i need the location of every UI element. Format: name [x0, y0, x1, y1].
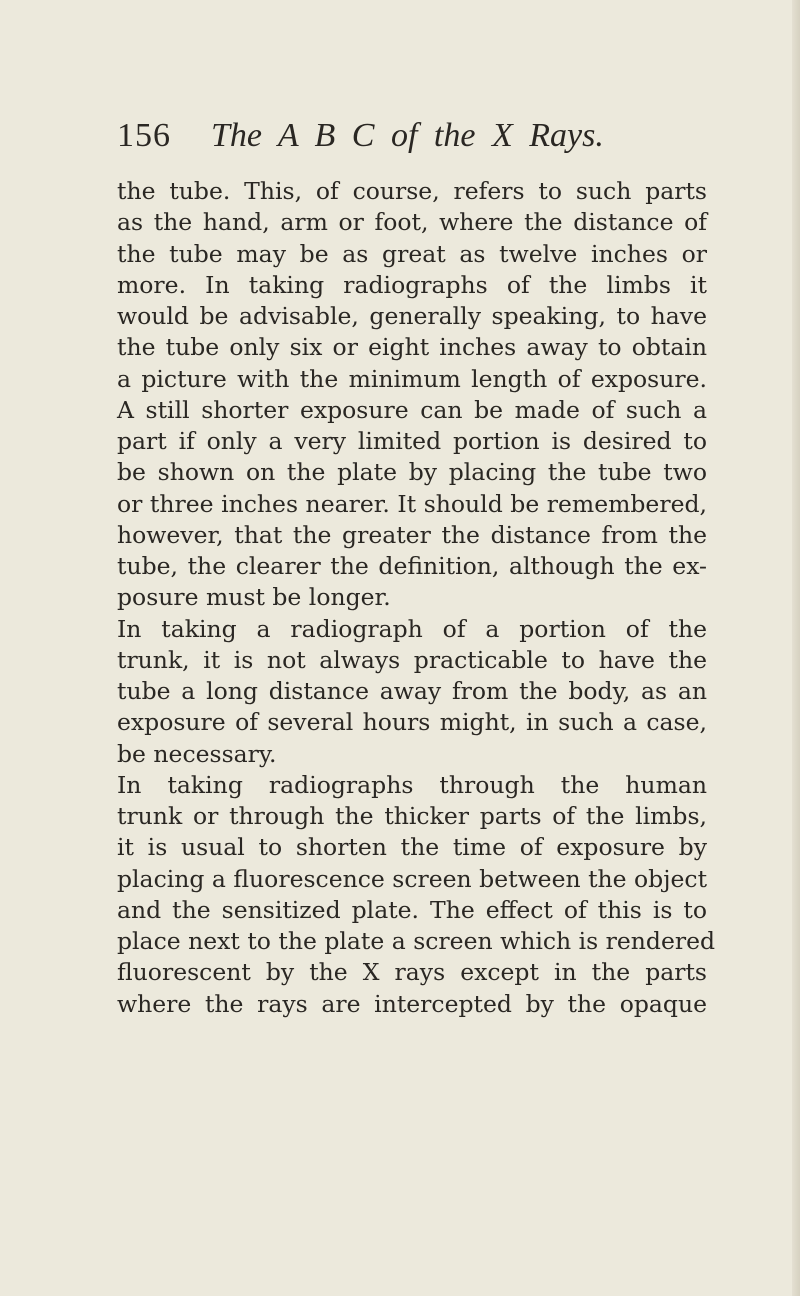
- page-header: [117, 112, 677, 160]
- text-line: In taking radiographs through the human: [117, 770, 707, 799]
- text-line: A still shorter exposure can be made of such a: [117, 395, 707, 424]
- text-line: would be advisable, generally speaking, to have: [117, 302, 707, 330]
- text-line: placing a fluorescence screen between the object: [117, 864, 708, 893]
- text-line: however, that the greater the distance from the: [117, 520, 707, 549]
- text-line: more. In taking radiographs of the limbs it: [117, 270, 707, 299]
- text-line: fluorescent by the X rays except in the parts: [117, 958, 707, 987]
- running-title: The A B C of the X Rays.: [211, 117, 604, 154]
- body-text: [117, 176, 716, 1020]
- text-line: a picture with the minimum length of exposure.: [117, 364, 707, 393]
- text-line: tube, the clearer the definition, although the ex-: [117, 552, 707, 580]
- text-line: and the sensitized plate. The effect of this is to: [117, 895, 707, 924]
- text-line: where the rays are intercepted by the opaque: [117, 989, 707, 1018]
- text-line: it is usual to shorten the time of exposure by: [117, 833, 707, 862]
- text-line: part if only a very limited portion is desired to: [117, 427, 707, 455]
- text-line: the tube only six or eight inches away to obtain: [117, 333, 707, 362]
- text-line: trunk or through the thicker parts of the limbs,: [117, 802, 707, 830]
- text-line: the tube. This, of course, refers to such parts: [117, 177, 707, 205]
- text-line: as the hand, arm or foot, where the distance of: [117, 208, 707, 237]
- text-line: trunk, it is not always practicable to have the: [117, 645, 707, 674]
- text-line: place next to the plate a screen which is rendered: [117, 927, 716, 955]
- text-line: posure must be longer.: [117, 583, 391, 612]
- text-line: or three inches nearer. It should be remembered,: [117, 489, 707, 518]
- page-edge: [792, 0, 800, 1296]
- text-line: be necessary.: [117, 739, 277, 768]
- text-line: be shown on the plate by placing the tube two: [117, 458, 707, 487]
- text-line: exposure of several hours might, in such a case,: [117, 708, 707, 737]
- page-number: 156: [117, 117, 171, 154]
- text-line: tube a long distance away from the body, as an: [117, 677, 707, 705]
- text-line: In taking a radiograph of a portion of the: [117, 614, 707, 643]
- text-line: the tube may be as great as twelve inches or: [117, 239, 707, 268]
